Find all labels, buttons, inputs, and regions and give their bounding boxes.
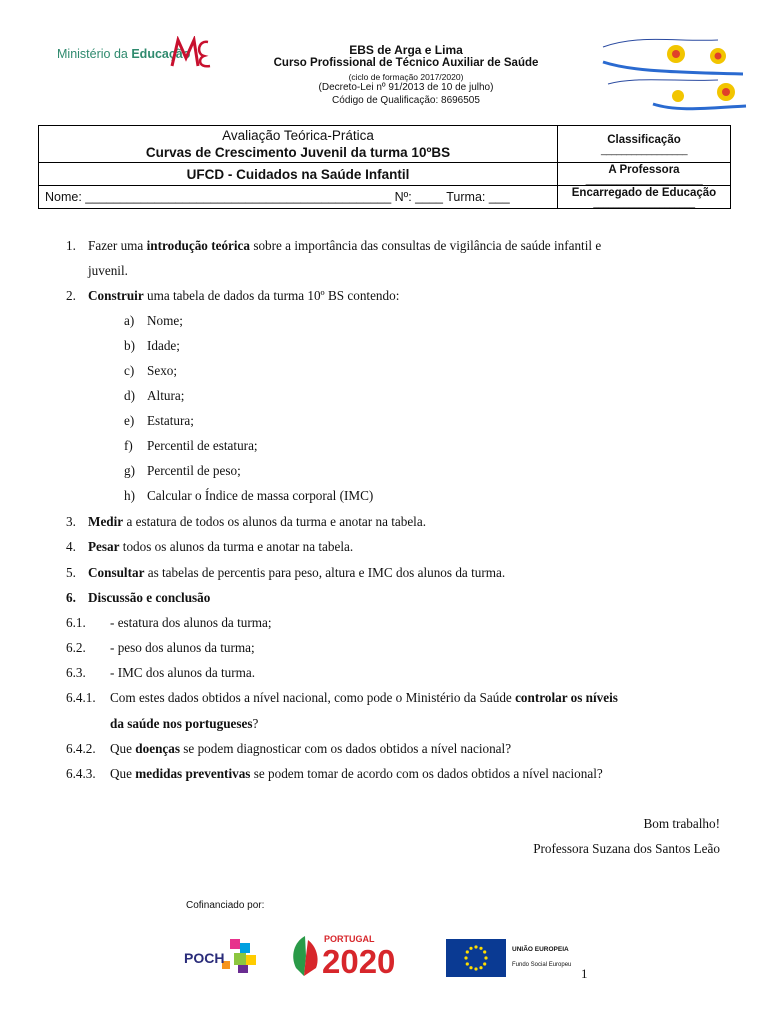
sub-item-letter: a) [124,313,135,328]
sub-item-letter: f) [124,438,133,453]
page-number: 1 [581,966,588,981]
sub-item: - estatura dos alunos da turma; [110,615,272,630]
item-number: 3. [66,514,76,529]
sub-item-letter: c) [124,363,135,378]
item-text: Que [110,741,136,756]
sub-item: - peso dos alunos da turma; [110,640,255,655]
cofinanced-label: Cofinanciado por: [186,900,265,911]
teacher-cell [558,163,731,186]
item-text: Fazer uma [88,238,147,253]
item-number: 1. [66,238,76,253]
guardian-cell [558,186,731,209]
item-text: as tabelas de percentis para peso, altura e IMC dos alunos da turma. [144,565,506,580]
list-item-continuation: juvenil. [88,263,128,278]
poch-text: POCH [184,950,225,966]
item-text: todos os alunos da turma e anotar na tabela. [119,539,354,554]
title-cell [39,126,558,163]
sub-item-number: 6.4.1. [66,690,96,705]
classification-line: _________________ [600,144,688,156]
sub-item: Percentil de peso; [147,463,241,478]
item-number: 4. [66,539,76,554]
eu-stars-icon [446,939,506,977]
decree-text: (Decreto-Lei nº 91/2013 de 10 de julho) [318,82,494,93]
sub-item-number: 6.4.2. [66,741,96,756]
portugal-2020-logo [288,932,424,980]
eu-flag [446,939,506,977]
sub-item-letter: h) [124,488,135,503]
sub-item: Estatura; [147,413,194,428]
item-bold: Pesar [88,539,120,554]
item-text: Com estes dados obtidos a nível nacional, como pode o Ministério da Saúde [110,690,516,705]
item-number: 6. [66,590,76,605]
ministry-logo [168,36,214,70]
item-number: 2. [66,288,76,303]
item-bold: medidas preventivas [135,766,251,781]
qualification-code: Código de Qualificação: 8696505 [332,95,480,106]
cycle-text: (ciclo de formação 2017/2020) [348,72,464,82]
classification-cell [558,126,731,163]
closing-greeting: Bom trabalho! [643,816,720,831]
ministry-text: Ministério da [57,47,132,61]
item-text: uma tabela de dados da turma 10º BS contendo: [143,288,400,303]
classification-label: Classificação [607,133,681,146]
list-item [88,539,353,555]
sub-item [110,766,603,782]
list-item [88,288,399,304]
title-line-1: Avaliação Teórica-Prática [222,128,374,143]
school-name: EBS de Arga e Lima [349,43,463,57]
teacher-label: A Professora [608,163,680,176]
sub-item [110,690,618,706]
p2020-text: 2020 [322,943,396,980]
item-bold: doenças [135,741,180,756]
assessment-header-table [38,125,731,209]
sub-item: Nome; [147,313,183,328]
course-name: Curso Profissional de Técnico Auxiliar de Saúde [273,57,539,69]
item-bold: Construir [88,288,144,303]
sub-item: Sexo; [147,363,178,378]
section-heading: Discussão e conclusão [88,590,211,605]
poch-logo [182,935,264,979]
item-text: Que [110,766,136,781]
item-bold: controlar os níveis [515,690,618,705]
sub-item-continuation [110,716,258,732]
sub-item-letter: g) [124,463,135,478]
portugal-text: PORTUGAL [324,934,375,944]
sub-item-letter: b) [124,338,135,353]
item-text: se podem diagnosticar com os dados obtidos a nível nacional? [179,741,512,756]
item-bold: da saúde nos portugueses [110,716,253,731]
guardian-line: ____________________ [593,197,695,209]
teacher-signature: Professora Suzana dos Santos Leão [533,841,720,856]
item-number: 5. [66,565,76,580]
sub-item-number: 6.2. [66,640,86,655]
sub-item: Calcular o Índice de massa corporal (IMC) [147,488,374,503]
fse-label: Fundo Social Europeu [512,962,572,968]
list-item [88,565,505,581]
sub-item-letter: d) [124,388,135,403]
sub-item-number: 6.1. [66,615,86,630]
sub-item: - IMC dos alunos da turma. [110,665,256,680]
ministry-bold: Educação [131,47,191,61]
sub-item-number: 6.3. [66,665,86,680]
student-name-field[interactable]: Nome: ____________________________________________ Nº: ____ Turma: ___ [39,186,558,209]
sub-item [110,741,511,757]
sub-item: Altura; [147,388,185,403]
teacher-line: _______________________ [585,174,703,186]
guardian-label: Encarregado de Educação [571,186,717,199]
list-item [88,238,601,254]
title-line-2: Curvas de Crescimento Juvenil da turma 10ºBS [145,145,451,160]
school-project-logo [598,32,748,112]
item-bold: introdução teórica [146,238,251,253]
item-text: sobre a importância das consultas de vigilância de saúde infantil e [250,238,602,253]
sub-item: Idade; [147,338,180,353]
item-text: a estatura de todos os alunos da turma e anotar na tabela. [123,514,426,529]
ufcd-cell: UFCD - Cuidados na Saúde Infantil [39,163,558,186]
sub-item-number: 6.4.3. [66,766,96,781]
sub-item-letter: e) [124,413,135,428]
eu-label: UNIÃO EUROPEIA [512,946,569,953]
item-text: se podem tomar de acordo com os dados obtidos a nível nacional? [250,766,603,781]
sub-item: Percentil de estatura; [147,438,258,453]
item-bold: Consultar [88,565,145,580]
item-text: ? [252,716,259,731]
item-bold: Medir [88,514,124,529]
list-item [88,514,426,530]
